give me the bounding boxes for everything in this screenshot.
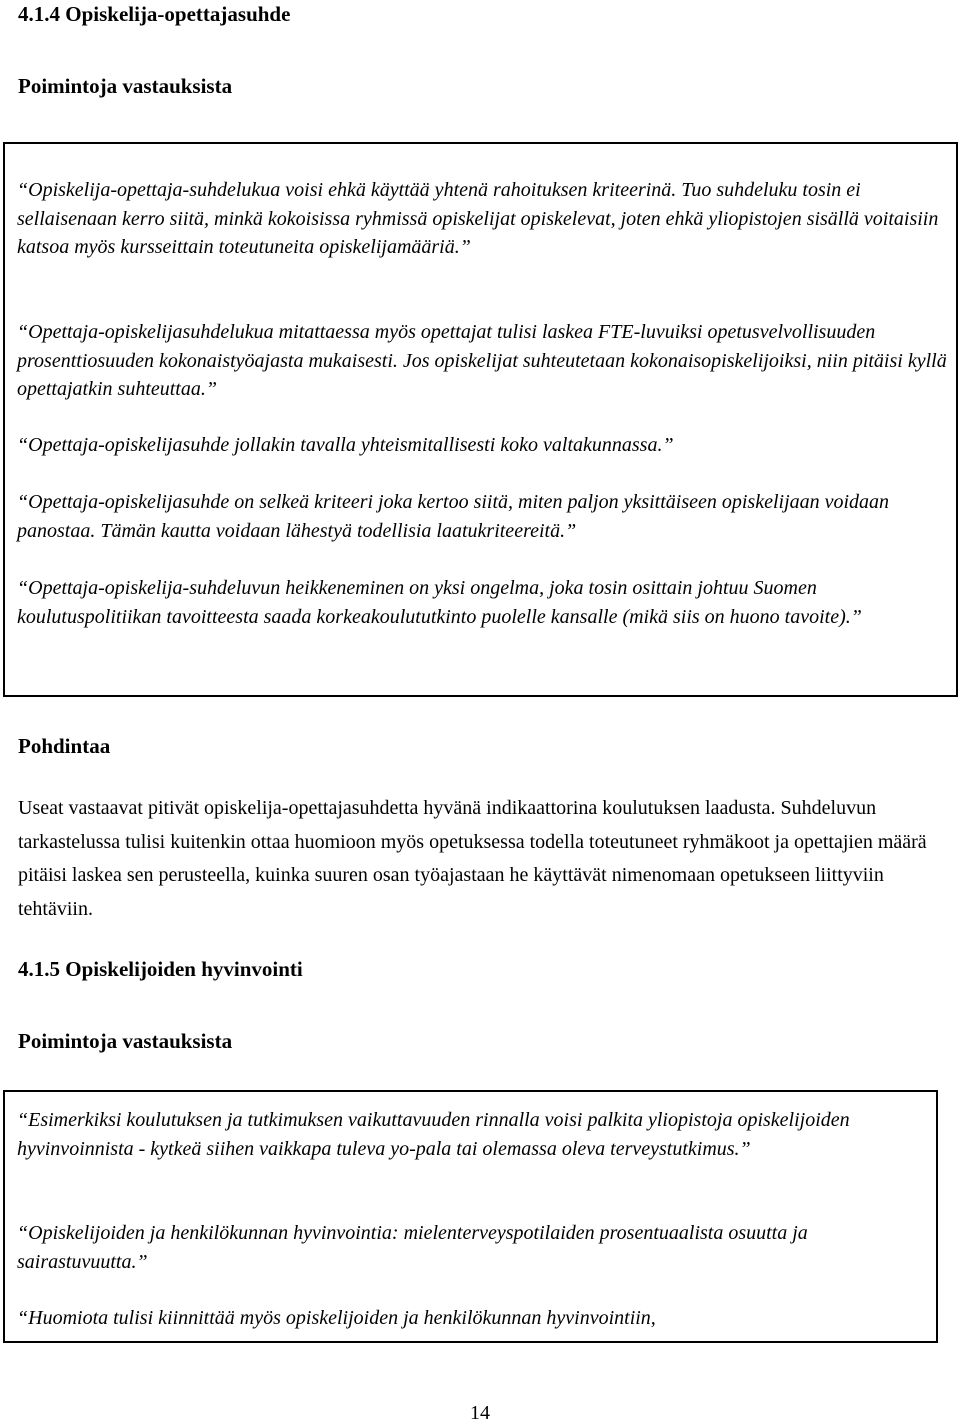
- quote-box-1: [3, 142, 958, 697]
- quote-1: “Opiskelija-opettaja-suhdelukua voisi ehkä käyttää yhtenä rahoituksen kriteerinä. Tuo suhdeluku tosin ei sellaisenaan kerro siitä, minkä kokoisissa ryhmissä opiskelijat opiskelevat, joten ehkä yliopistojen sisällä voitaisiin katsoa myös kursseittain toteutuneita opiskelijamääriä.”: [17, 179, 939, 258]
- reflection-heading: Pohdintaa: [18, 734, 111, 758]
- quote-5: “Opettaja-opiskelija-suhdeluvun heikkeneminen on yksi ongelma, joka tosin osittain johtuu Suomen koulutuspolitiikan tavoitteesta saada korkeakoulututkinto puolelle kansalle (mikä siis on huono tavoite).”: [17, 577, 862, 628]
- section-subheading-responses-2: Poimintoja vastauksista: [18, 1029, 233, 1053]
- quote-6: “Esimerkiksi koulutuksen ja tutkimuksen vaikuttavuuden rinnalla voisi palkita yliopistoja opiskelijoiden hyvinvoinnista - kytkeä siihen vaikkapa tuleva yo-pala tai olemassa oleva terveystutkimus.”: [17, 1109, 850, 1160]
- quote-box-2: [3, 1090, 938, 1343]
- quote-7: “Opiskelijoiden ja henkilökunnan hyvinvointia: mielenterveyspotilaiden prosentuaalista osuutta ja sairastuvuutta.”: [17, 1222, 808, 1273]
- quote-2: “Opettaja-opiskelijasuhdelukua mitattaessa myös opettajat tulisi laskea FTE-luvuiksi opetusvelvollisuuden prosenttiosuuden kokonaistyöajasta mukaisesti. Jos opiskelijat suhteutetaan kokonaisopiskelijoiksi, niin pitäisi kyllä opettajatkin suhteuttaa.”: [17, 321, 947, 400]
- quote-4: “Opettaja-opiskelijasuhde on selkeä kriteeri joka kertoo siitä, miten paljon yksittäiseen opiskelijaan voidaan panostaa. Tämän kautta voidaan lähestyä todellisia laatukriteereitä.”: [17, 491, 890, 542]
- quote-3: “Opettaja-opiskelijasuhde jollakin tavalla yhteismitallisesti koko valtakunnassa.”: [17, 434, 674, 456]
- section-subheading-responses-1: Poimintoja vastauksista: [18, 74, 233, 98]
- quote-8: “Huomiota tulisi kiinnittää myös opiskelijoiden ja henkilökunnan hyvinvointiin,: [17, 1307, 656, 1329]
- reflection-paragraph: Useat vastaavat pitivät opiskelija-opettajasuhdetta hyvänä indikaattorina koulutuksen laadusta. Suhdeluvun tarkastelussa tulisi kuitenkin ottaa huomioon myös opetuksessa todella toteutuneet ryhmäkoot ja opettajien määrä pitäisi laskea sen perusteella, kuinka suuren osan työajastaan he käyttävät nimenomaan opetukseen liittyviin tehtäviin.: [18, 797, 927, 920]
- section-heading-4-1-4: 4.1.4 Opiskelija-opettajasuhde: [18, 2, 291, 26]
- section-heading-4-1-5: 4.1.5 Opiskelijoiden hyvinvointi: [18, 957, 303, 981]
- page-number: 14: [470, 1402, 490, 1424]
